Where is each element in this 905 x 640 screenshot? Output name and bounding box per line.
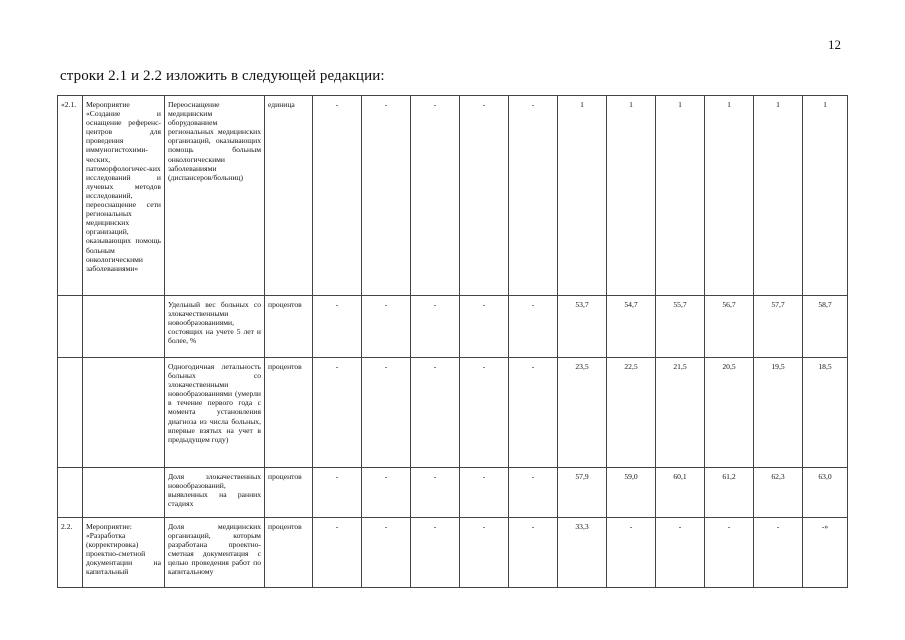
unit-cell: единица xyxy=(265,96,313,296)
value-cell: 58,7 xyxy=(803,296,848,358)
value-cell: - xyxy=(411,96,460,296)
value-cell: - xyxy=(509,96,558,296)
value-cell: 19,5 xyxy=(754,358,803,468)
value-cell: 1 xyxy=(607,96,656,296)
value-cell: - xyxy=(411,296,460,358)
value-cell: - xyxy=(509,468,558,518)
page-number: 12 xyxy=(828,37,841,52)
value-cell: - xyxy=(509,358,558,468)
value-cell: - xyxy=(411,468,460,518)
table-row xyxy=(58,96,848,296)
row-number: 2.2. xyxy=(58,518,83,588)
value-cell: 57,7 xyxy=(754,296,803,358)
unit-cell: процентов xyxy=(265,518,313,588)
value-cell: - xyxy=(362,518,411,588)
value-cell: 22,5 xyxy=(607,358,656,468)
value-cell: 53,7 xyxy=(558,296,607,358)
activity-cell: Мероприятие: «Разработка (корректировка) проектно-сметной документации на капитальный xyxy=(83,518,165,588)
value-cell: 56,7 xyxy=(705,296,754,358)
indicator-cell: Переоснащение медицинским оборудованием региональных медицинских организаций, оказывающих помощь больным онкологическими заболеваниями (диспансеров/больниц) xyxy=(165,96,265,296)
value-cell: - xyxy=(460,468,509,518)
value-cell: 54,7 xyxy=(607,296,656,358)
value-cell: - xyxy=(460,518,509,588)
value-cell: - xyxy=(411,358,460,468)
table-row xyxy=(58,518,848,588)
value-cell: - xyxy=(313,518,362,588)
value-cell: - xyxy=(705,518,754,588)
value-cell: - xyxy=(362,358,411,468)
value-cell: 1 xyxy=(558,96,607,296)
value-cell: - xyxy=(460,358,509,468)
value-cell: 59,0 xyxy=(607,468,656,518)
indicator-cell: Доля медицинских организаций, которым разработана проектно-сметная документация с целью проведения работ по капитальному xyxy=(165,518,265,588)
activity-cell xyxy=(83,296,165,358)
table-row xyxy=(58,468,848,518)
value-cell: 23,5 xyxy=(558,358,607,468)
activity-cell: Мероприятие «Создание и оснащение референс-центров для проведения иммуногистохими-ческих, патоморфологичес-ких исследований и лучевых методов исследований, переоснащение сети региональных медицинских организаций, оказывающих помощь больным онкологическими заболеваниями» xyxy=(83,96,165,296)
indicator-cell: Доля злокачественных новообразований, выявленных на ранних стадиях xyxy=(165,468,265,518)
unit-cell: процентов xyxy=(265,296,313,358)
value-cell: - xyxy=(754,518,803,588)
table-row xyxy=(58,358,848,468)
value-cell: 33,3 xyxy=(558,518,607,588)
indicators-table xyxy=(57,95,848,588)
indicator-cell: Удельный вес больных со злокачественными новообразованиями, состоящих на учете 5 лет и более, % xyxy=(165,296,265,358)
value-cell: - xyxy=(362,96,411,296)
value-cell: - xyxy=(460,296,509,358)
value-cell: - xyxy=(460,96,509,296)
value-cell: 57,9 xyxy=(558,468,607,518)
value-cell: - xyxy=(509,296,558,358)
table-row xyxy=(58,296,848,358)
value-cell: 62,3 xyxy=(754,468,803,518)
value-cell: 63,0 xyxy=(803,468,848,518)
value-cell: 55,7 xyxy=(656,296,705,358)
value-cell: 18,5 xyxy=(803,358,848,468)
value-cell: -» xyxy=(803,518,848,588)
value-cell: - xyxy=(362,296,411,358)
value-cell: - xyxy=(656,518,705,588)
value-cell: 1 xyxy=(705,96,754,296)
row-number xyxy=(58,296,83,358)
value-cell: - xyxy=(313,468,362,518)
value-cell: 21,5 xyxy=(656,358,705,468)
value-cell: - xyxy=(607,518,656,588)
value-cell: 1 xyxy=(656,96,705,296)
row-number xyxy=(58,358,83,468)
value-cell: - xyxy=(313,96,362,296)
value-cell: - xyxy=(313,296,362,358)
value-cell: 1 xyxy=(754,96,803,296)
value-cell: 1 xyxy=(803,96,848,296)
unit-cell: процентов xyxy=(265,358,313,468)
activity-cell xyxy=(83,468,165,518)
indicator-cell: Одногодичная летальность больных со злокачественными новообразованиями (умерли в течение первого года с момента установления диагноза из числа больных, впервые взятых на учет в предыдущем году) xyxy=(165,358,265,468)
value-cell: - xyxy=(313,358,362,468)
value-cell: - xyxy=(411,518,460,588)
value-cell: - xyxy=(362,468,411,518)
row-number xyxy=(58,468,83,518)
unit-cell: процентов xyxy=(265,468,313,518)
value-cell: 20,5 xyxy=(705,358,754,468)
row-number: «2.1. xyxy=(58,96,83,296)
value-cell: 60,1 xyxy=(656,468,705,518)
intro-text: строки 2.1 и 2.2 изложить в следующей редакции: xyxy=(60,68,385,84)
activity-cell xyxy=(83,358,165,468)
value-cell: - xyxy=(509,518,558,588)
value-cell: 61,2 xyxy=(705,468,754,518)
